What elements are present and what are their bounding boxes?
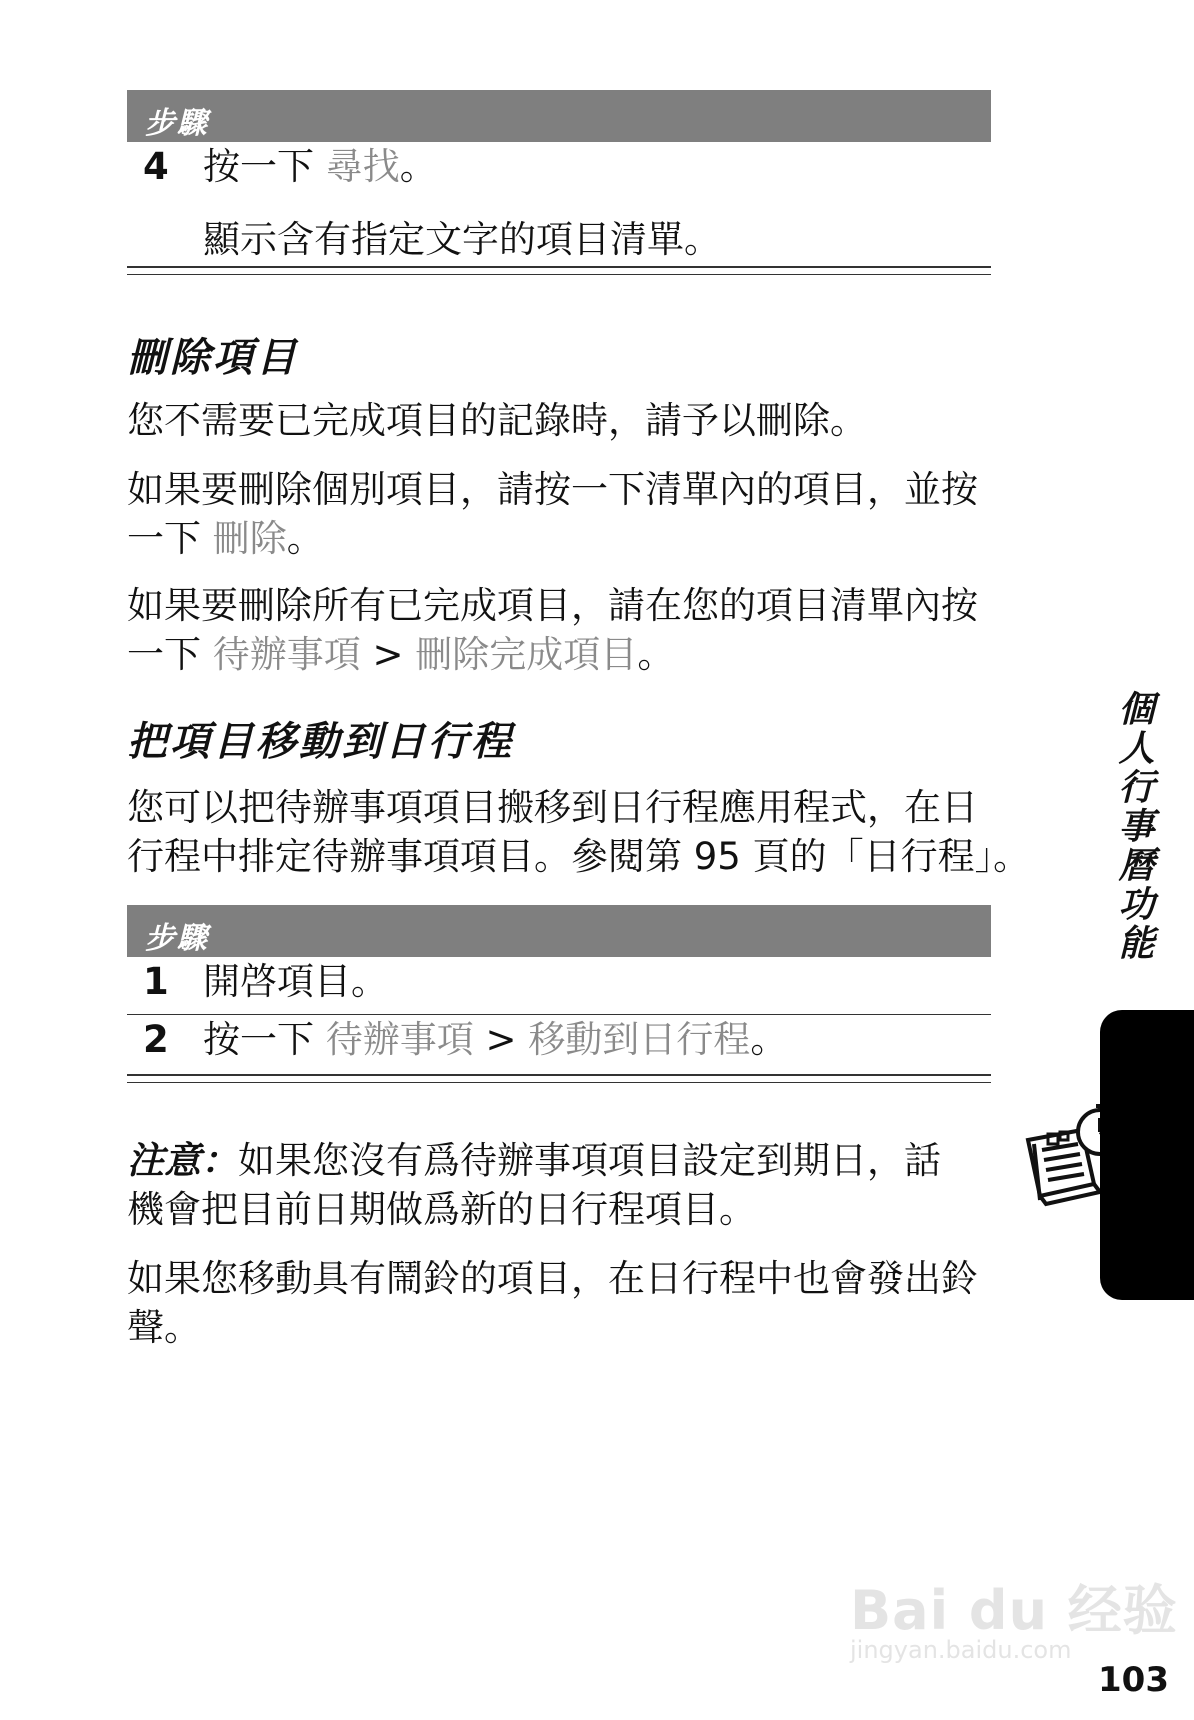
paragraph-line: 一下 刪除。 [127, 517, 324, 560]
step-number: 1 [143, 960, 169, 1003]
divider [127, 1074, 991, 1076]
paragraph-line: 一下 待辦事項 > 刪除完成項目。 [127, 633, 675, 676]
step-text: 按一下 待辦事項 > 移動到日行程。 [203, 1018, 788, 1061]
step-text: 開啓項目。 [203, 960, 388, 1003]
paragraph-line: 如果要刪除個別項目，請按一下清單內的項目，並按 [127, 468, 978, 511]
section-heading: 刪除項目 [127, 335, 299, 381]
side-tab-label: 個人行事曆功能 [1113, 690, 1154, 963]
step-header: 步驟 [127, 905, 991, 957]
step-row [127, 145, 991, 195]
step-prefix: 按一下 [203, 145, 314, 188]
menu-action: 刪除完成項目 [415, 633, 638, 676]
step-suffix: 。 [399, 145, 437, 188]
paragraph: 您不需要已完成項目的記錄時，請予以刪除。 [127, 399, 867, 442]
paragraph-line: 您可以把待辦事項項目搬移到日行程應用程式，在日 [127, 786, 978, 829]
paragraph-line: 聲。 [127, 1306, 201, 1349]
step-row [127, 1018, 991, 1068]
divider [127, 1082, 991, 1083]
paragraph [127, 783, 1067, 881]
side-tab [1100, 1010, 1194, 1300]
paragraph-line: 如果要刪除所有已完成項目，請在您的項目清單內按 [127, 584, 978, 627]
step-number: 4 [143, 145, 169, 188]
page-number: 103 [1098, 1660, 1169, 1700]
divider [127, 274, 991, 275]
step-note [127, 218, 991, 268]
note-paragraph [127, 1136, 1027, 1234]
paragraph [127, 1254, 1067, 1352]
menu-action: 待辦事項 [212, 633, 361, 676]
paragraph [127, 581, 1067, 679]
paragraph-line: 行程中排定待辦事項項目。參閱第 95 頁的「日行程」。 [127, 835, 1031, 878]
paragraph-line: 如果您移動具有鬧鈴的項目，在日行程中也會發出鈴 [127, 1257, 978, 1300]
paragraph-line: 機會把目前日期做爲新的日行程項目。 [127, 1188, 756, 1231]
divider [127, 266, 991, 268]
menu-action: 刪除 [212, 517, 287, 560]
step-text [203, 145, 437, 189]
note-label: 注意： [127, 1139, 238, 1182]
paragraph-line: 注意：如果您沒有爲待辦事項項目設定到期日，話 [127, 1139, 941, 1182]
divider [127, 1014, 991, 1015]
section-heading: 把項目移動到日行程 [127, 719, 514, 765]
step-number: 2 [143, 1018, 169, 1061]
menu-action: 待辦事項 [325, 1018, 474, 1061]
step-header: 步驟 [127, 90, 991, 142]
menu-action: 尋找 [325, 145, 400, 188]
step-row [127, 960, 991, 1010]
watermark-logo: Bai du 经验 [850, 1579, 1178, 1642]
paragraph [127, 465, 1067, 563]
step-note-text: 顯示含有指定文字的項目清單。 [203, 218, 721, 261]
watermark-url: jingyan.baidu.com [850, 1636, 1072, 1664]
menu-action: 移動到日行程 [528, 1018, 751, 1061]
